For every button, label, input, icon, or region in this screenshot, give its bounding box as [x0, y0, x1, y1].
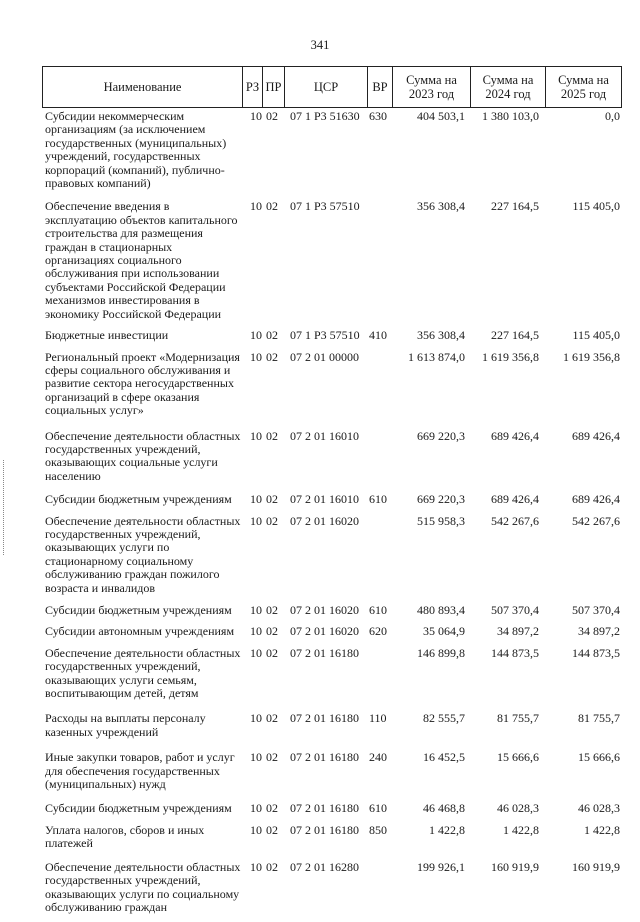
row-csr: 07 1 Р3 57510 [290, 328, 360, 343]
row-vr: 610 [369, 801, 387, 816]
header-sum-2023: Сумма на 2023 год [392, 67, 470, 107]
row-sum-2025: 507 370,4 [572, 603, 620, 617]
row-csr: 07 2 01 00000 [290, 349, 359, 364]
row-pr: 02 [266, 492, 278, 507]
table-row [42, 623, 622, 640]
row-sum-2025: 115 405,0 [572, 328, 620, 343]
table-header [42, 66, 622, 108]
row-rz: 10 [250, 492, 262, 507]
header-pr: ПР [262, 67, 284, 107]
row-csr: 07 2 01 16180 [290, 711, 359, 726]
row-sum-2024: 1 380 103,0 [482, 109, 539, 123]
row-rz: 10 [250, 801, 262, 816]
table-row [42, 108, 622, 192]
row-pr: 02 [266, 711, 278, 726]
row-sum-2023: 404 503,1 [417, 109, 465, 123]
row-sum-2023: 82 555,7 [423, 711, 465, 726]
row-rz: 10 [250, 822, 262, 837]
row-rz: 10 [250, 645, 262, 660]
row-rz: 10 [250, 603, 262, 617]
row-sum-2023: 669 220,3 [417, 428, 465, 443]
row-sum-2024: 227 164,5 [491, 328, 539, 343]
row-rz: 10 [250, 428, 262, 443]
row-sum-2025: 15 666,6 [578, 750, 620, 765]
row-pr: 02 [266, 645, 278, 660]
row-name: Субсидии бюджетным учреждениям [45, 492, 232, 507]
row-csr: 07 2 01 16180 [290, 801, 359, 816]
table-row [42, 602, 622, 619]
header-csr: ЦСР [284, 67, 367, 107]
row-sum-2024: 46 028,3 [497, 801, 539, 816]
row-sum-2025: 0,0 [605, 109, 620, 123]
row-sum-2025: 115 405,0 [572, 199, 620, 214]
row-sum-2023: 356 308,4 [417, 199, 465, 214]
table-row [42, 198, 622, 323]
row-vr: 610 [369, 603, 387, 617]
row-pr: 02 [266, 750, 278, 765]
row-csr: 07 2 01 16020 [290, 603, 359, 617]
row-csr: 07 2 01 16180 [290, 645, 359, 660]
row-sum-2023: 669 220,3 [417, 492, 465, 507]
row-pr: 02 [266, 109, 278, 123]
table-row [42, 491, 622, 508]
row-sum-2025: 689 426,4 [572, 428, 620, 443]
header-vr: ВР [367, 67, 392, 107]
row-name: Субсидии бюджетным учреждениям [45, 603, 232, 617]
row-sum-2023: 356 308,4 [417, 328, 465, 343]
row-sum-2023: 515 958,3 [417, 513, 465, 528]
header-name: Наименование [42, 67, 242, 107]
row-name: Обеспечение деятельности областных государственных учреждений, оказывающих услуги по социальному обслуживанию граждан [45, 859, 241, 914]
table-row [42, 513, 622, 597]
row-sum-2025: 81 755,7 [578, 711, 620, 726]
row-name: Обеспечение деятельности областных государственных учреждений, оказывающих социальные услуги населению [45, 428, 241, 483]
table-row [42, 800, 622, 817]
row-name: Региональный проект «Модернизация сферы социального обслуживания и развитие сектора негосударственных организаций в сфере оказания социальных услуг» [45, 349, 240, 418]
row-csr: 07 2 01 16280 [290, 859, 359, 874]
header-sum-2025: Сумма на 2025 год [545, 67, 622, 107]
row-pr: 02 [266, 199, 278, 214]
row-name: Обеспечение деятельности областных государственных учреждений, оказывающих услуги семьям, воспитывающим детей, детям [45, 645, 241, 701]
row-sum-2025: 542 267,6 [572, 513, 620, 528]
row-rz: 10 [250, 109, 262, 123]
header-rz: РЗ [242, 67, 262, 107]
row-pr: 02 [266, 624, 278, 639]
row-name: Субсидии некоммерческим организациям (за исключением государственных (муниципальных) учреждений, государственных корпораций (компаний), публично- правовых компаний) [45, 109, 227, 191]
row-pr: 02 [266, 328, 278, 343]
row-vr: 620 [369, 624, 387, 639]
row-pr: 02 [266, 513, 278, 528]
row-sum-2023: 199 926,1 [417, 859, 465, 874]
row-rz: 10 [250, 328, 262, 343]
row-csr: 07 2 01 16180 [290, 822, 359, 837]
row-name: Обеспечение введения в эксплуатацию объектов капитального строительства для размещения граждан в стационарных организациях социального обслуживания при использовании субъектами Российской Федерации механизмов инвестирования в экономику Российской Федерации [45, 199, 238, 321]
row-name: Субсидии автономным учреждениям [45, 624, 235, 639]
header-sum-2024: Сумма на 2024 год [470, 67, 545, 107]
row-name: Субсидии бюджетным учреждениям [45, 801, 232, 816]
row-rz: 10 [250, 859, 262, 874]
row-sum-2024: 507 370,4 [491, 603, 539, 617]
table-row [42, 645, 622, 703]
row-name: Обеспечение деятельности областных государственных учреждений, оказывающих услуги по стационарному социальному обслуживанию граждан пожилого возраста и инвалидов [45, 513, 241, 595]
table-row [42, 428, 622, 486]
row-sum-2023: 480 893,4 [417, 603, 465, 617]
row-sum-2025: 160 919,9 [572, 859, 620, 874]
row-csr: 07 1 Р3 57510 [290, 199, 360, 214]
row-sum-2024: 1 619 356,8 [482, 349, 539, 364]
row-sum-2024: 689 426,4 [491, 428, 539, 443]
row-sum-2023: 16 452,5 [423, 750, 465, 765]
table-row [42, 349, 622, 420]
page-number: 341 [310, 38, 330, 52]
row-sum-2023: 146 899,8 [417, 645, 465, 660]
row-sum-2025: 46 028,3 [578, 801, 620, 816]
row-sum-2024: 160 919,9 [491, 859, 539, 874]
row-vr: 850 [369, 822, 387, 837]
row-pr: 02 [266, 801, 278, 816]
row-vr: 410 [369, 328, 387, 343]
row-sum-2025: 34 897,2 [578, 624, 620, 639]
row-pr: 02 [266, 822, 278, 837]
row-sum-2025: 144 873,5 [572, 645, 620, 660]
row-sum-2023: 1 422,8 [429, 822, 465, 837]
row-pr: 02 [266, 428, 278, 443]
row-csr: 07 2 01 16010 [290, 428, 359, 443]
row-rz: 10 [250, 750, 262, 765]
row-sum-2024: 34 897,2 [497, 624, 539, 639]
row-vr: 610 [369, 492, 387, 507]
row-name: Бюджетные инвестиции [45, 328, 169, 343]
row-vr: 240 [369, 750, 387, 765]
table-row [42, 749, 622, 793]
row-sum-2024: 542 267,6 [491, 513, 539, 528]
row-sum-2023: 46 468,8 [423, 801, 465, 816]
row-sum-2023: 35 064,9 [423, 624, 465, 639]
row-pr: 02 [266, 859, 278, 874]
row-sum-2024: 144 873,5 [491, 645, 539, 660]
table-row [42, 710, 622, 741]
row-rz: 10 [250, 513, 262, 528]
row-csr: 07 2 01 16020 [290, 624, 359, 639]
row-sum-2023: 1 613 874,0 [408, 349, 465, 364]
row-name: Иные закупки товаров, работ и услуг для обеспечения государственных (муниципальных) нужд [45, 750, 235, 792]
row-sum-2025: 1 619 356,8 [563, 349, 620, 364]
table-row [42, 822, 622, 853]
row-sum-2024: 227 164,5 [491, 199, 539, 214]
row-vr: 630 [369, 109, 387, 123]
row-csr: 07 1 Р3 51630 [290, 109, 360, 123]
binding-margin-mark [3, 460, 6, 555]
row-name: Расходы на выплаты персоналу казенных учреждений [45, 711, 206, 739]
row-csr: 07 2 01 16010 [290, 492, 359, 507]
row-vr: 110 [369, 711, 387, 726]
row-rz: 10 [250, 624, 262, 639]
row-sum-2025: 689 426,4 [572, 492, 620, 507]
row-sum-2024: 689 426,4 [491, 492, 539, 507]
row-sum-2024: 1 422,8 [503, 822, 539, 837]
table-row [42, 859, 622, 917]
row-sum-2024: 81 755,7 [497, 711, 539, 726]
row-sum-2024: 15 666,6 [497, 750, 539, 765]
row-rz: 10 [250, 711, 262, 726]
row-rz: 10 [250, 349, 262, 364]
row-pr: 02 [266, 349, 278, 364]
table-row [42, 327, 622, 344]
table-body [42, 108, 622, 922]
row-name: Уплата налогов, сборов и иных платежей [45, 822, 205, 851]
row-sum-2025: 1 422,8 [584, 822, 620, 837]
row-csr: 07 2 01 16180 [290, 750, 359, 765]
row-pr: 02 [266, 603, 278, 617]
row-rz: 10 [250, 199, 262, 214]
row-csr: 07 2 01 16020 [290, 513, 359, 528]
